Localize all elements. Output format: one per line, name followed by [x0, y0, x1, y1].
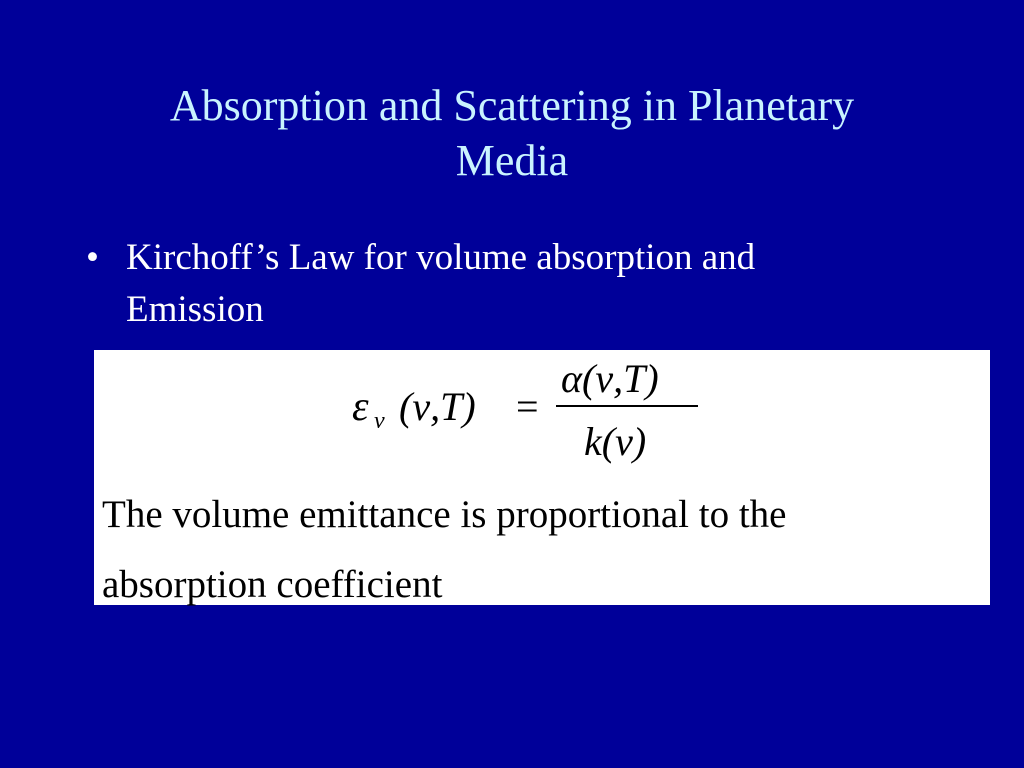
- bullet-marker: •: [86, 237, 99, 278]
- equation-numerator: α(ν,T): [561, 356, 659, 401]
- equation-box: [94, 350, 990, 605]
- equation-lhs-args: (ν,T): [399, 384, 476, 429]
- title-line-1: Absorption and Scattering in Planetary: [169, 81, 855, 130]
- caption-line-1: The volume emittance is proportional to the: [102, 493, 787, 536]
- caption-line-2: absorption coefficient: [102, 563, 443, 606]
- title-line-2: Media: [455, 136, 569, 185]
- equation-caption: [102, 480, 987, 620]
- bullet-line-2: Emission: [126, 289, 264, 330]
- equation-lhs-symbol: ε: [352, 384, 369, 430]
- equation-denominator: k(ν): [584, 419, 647, 464]
- bullet-line-1: Kirchoff’s Law for volume absorption and: [126, 237, 756, 278]
- bullet-text: [126, 232, 936, 336]
- slide-title: [60, 78, 964, 188]
- equation-lhs-subscript: ν: [374, 408, 385, 434]
- kirchhoff-equation: [94, 350, 990, 480]
- equation-equals-sign: =: [516, 384, 539, 429]
